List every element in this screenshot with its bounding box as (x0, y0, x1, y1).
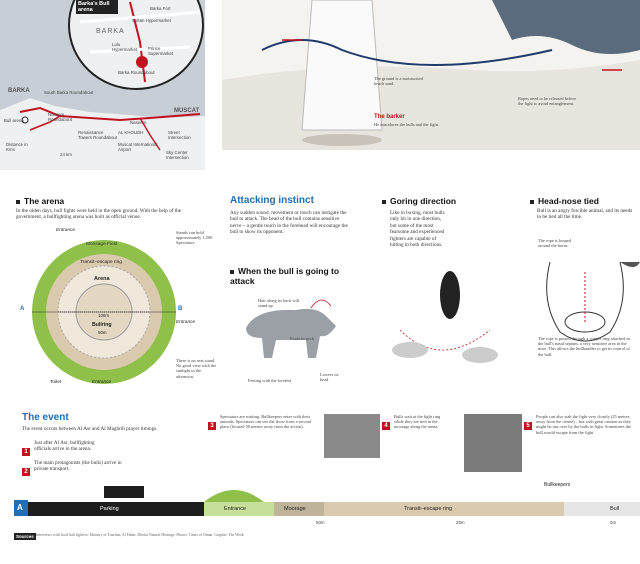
rope-note: The rope is looped around the horns (538, 238, 571, 249)
step-4 (382, 414, 442, 432)
map-label: Bull arena (4, 118, 24, 123)
map-label: Prince Supermarket (148, 46, 174, 57)
goring-illustration (380, 260, 510, 390)
passage-note: The rope is passed through a copper ring attached in the bull's nasal septum, a very sensitive area in the nose. This allows the bullhandler to get in control of the bull. (538, 336, 630, 357)
inset-title: Barka's Bull arena (76, 0, 118, 14)
event-photo (324, 414, 380, 458)
nose-title: Head-nose tied (530, 196, 599, 206)
map-label: Muscat International Airport (118, 142, 158, 153)
step-text: Spectators are waiting. Bullkeepers enter with their animals. Spectators can see the show from a second place (located 50 metres away from the action). (220, 414, 311, 430)
sources-label: Sources (16, 534, 34, 539)
attack-text: Any sudden sound, movement or touch can instigate the bull to attack. The head of the bull contains sensitive nerve – a gentle touch in the forehead will encourage the bull to show its opponent. (230, 210, 348, 236)
arena-rings (28, 236, 196, 386)
map-label: Renaissance Towers Roundabout (78, 130, 118, 141)
ground-note: The ground is a moisturised beach sand. (374, 76, 424, 87)
goring-text: Like in boxing, most bulls only hit in one direction, but some of the most fearsome and experienced fighters are capable of hitting in both directions. (390, 210, 445, 249)
step-number: 4 (382, 422, 390, 430)
map-label: Nassem Roundabout (48, 112, 72, 123)
barker-scene (222, 0, 640, 170)
zone-strip (14, 472, 640, 516)
feet-note: Feeting with the forefeet (248, 378, 292, 383)
distance-50m: 50m (316, 520, 325, 525)
map-label: Barka Fort (150, 6, 171, 11)
step-5 (524, 414, 640, 435)
step-number: 5 (524, 422, 532, 430)
step-text: Just after Al Asr, bullfighting officials arrive in the arena. (34, 440, 95, 453)
marker-b: B (178, 306, 183, 312)
map-label: Street Intersection (168, 130, 191, 141)
arena-text: In the olden days, bull fights were held in the open ground. With the help of the government, a bullfighting arena was built as official venue. (16, 208, 182, 221)
map-label: AL KHOUDH (118, 130, 144, 135)
distance-0m: 0m (610, 520, 617, 525)
zone-transit: Transit–escape ring (404, 506, 453, 512)
capacity-note: Stands can hold approximately 1,500 Spectators. (176, 230, 213, 246)
map-label: Sultan Hypermarket (132, 18, 171, 23)
entrance-top-label: Entrance (56, 228, 76, 233)
hair-note: Hair along its back will stand up (258, 298, 300, 309)
strip-marker-a: A (17, 503, 23, 512)
step-number: 3 (208, 422, 216, 430)
step-number: 1 (22, 448, 30, 456)
transit-ring-label: Transit–escape ring (80, 260, 122, 265)
distance-25m: 25m (456, 520, 465, 525)
marker-a: A (20, 306, 25, 312)
ropes-note: Ropes need to be released before the fight to avoid entanglement. (518, 96, 576, 107)
zone-parking: Parking (100, 506, 119, 512)
entrance-bottom-label: Entrance (92, 380, 112, 385)
map-label: South Barka Roundabout (44, 90, 94, 95)
toilet-label: Toilet (50, 380, 62, 385)
step-number: 2 (22, 468, 30, 476)
seat-note: There is no seat stand. No good view with the sunlight in the afternoon. (176, 358, 217, 379)
goring-title: Goring direction (382, 196, 456, 206)
arena-label: Arena (94, 276, 110, 282)
event-title: The event (22, 412, 69, 423)
map-label: Lulu Hypermarket (112, 42, 138, 53)
zone-entrance: Entrance (224, 506, 247, 512)
map-label: BARKA (96, 28, 125, 35)
sources-text: Interviews with local bull fighters; Ministry of Tourism; Al Fahm; Dhofar Natural Heritage. Photos: Times of Oman. Graphic: The Week (36, 533, 244, 537)
attack-subtitle: When the bull is going to attack (230, 266, 340, 286)
step-text: People can also stab the fight very closely (25 metres away from the centre) – but with great caution as they might be run over by the bulls in fight. Sometimes the bull would escape from the fight. (536, 414, 631, 435)
map-label: Naseem (130, 120, 147, 125)
foam-note: Foam in neck (290, 336, 314, 341)
step-text: Bulls wait at the fight ring while they are tied in the moorage along the arena. (394, 414, 441, 430)
barker-text: He introduces the bulls and the fight. (374, 122, 439, 127)
map-scale: 24 km (60, 152, 72, 157)
step-3 (208, 414, 318, 432)
step-1 (22, 440, 102, 458)
map-label: Distance in Kms (6, 142, 28, 153)
map-label: Sky Center Intersection (166, 150, 189, 161)
arena-title: The arena (16, 196, 64, 206)
arena-dim: 100m (98, 313, 109, 318)
attack-title: Attacking instinct (230, 195, 314, 206)
region-label: MUSCAT (174, 108, 200, 114)
nose-text: Bull is an angry forcible animal, and its needs to be tied all the time. (537, 208, 633, 221)
bullring-label: Bullring (92, 322, 112, 328)
barker-title: The barker (374, 114, 405, 120)
entrance-right-label: Entrance (176, 320, 196, 325)
location-map (0, 0, 205, 170)
lowers-note: Lowers its head (320, 372, 339, 383)
moorage-ring-label: Moosage Field (86, 242, 118, 247)
step-text: The main protagonists (the bulls) arrive in private transport. (34, 460, 122, 473)
zone-moorage: Moorage (284, 506, 306, 512)
event-text: The event occurs between Al Asr and Al Maghrib prayer timings. (22, 426, 158, 432)
zone-bull: Bull (610, 506, 620, 512)
region-label: BARKA (8, 88, 30, 94)
bullring-dim: 50m (98, 330, 107, 335)
event-photo (464, 414, 522, 472)
map-label: Barka Roundabout (118, 70, 155, 75)
zone-bullkeepers: Bullkeepers (544, 482, 571, 488)
